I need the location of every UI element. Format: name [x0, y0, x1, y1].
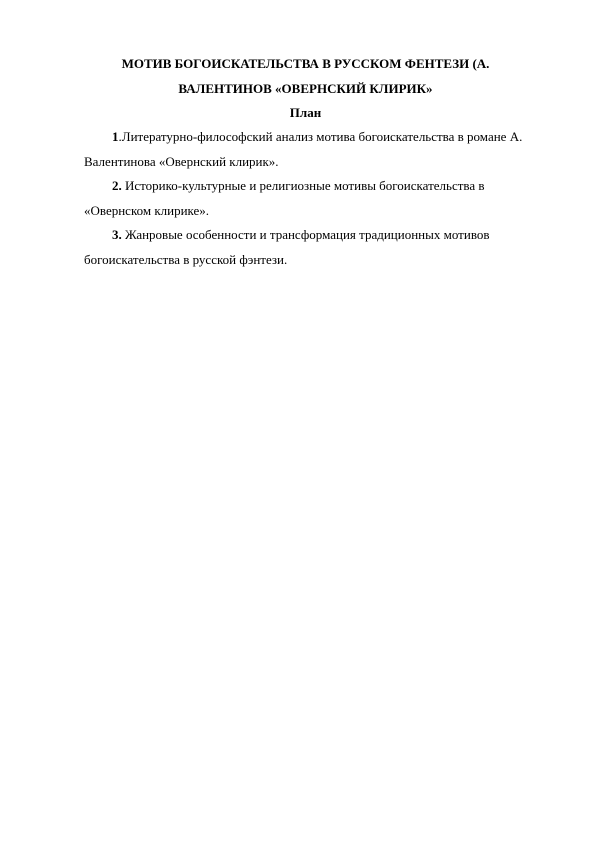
plan-heading: План	[289, 105, 322, 120]
plan-item-number: 2.	[112, 178, 122, 193]
document-title: МОТИВ БОГОИСКАТЕЛЬСТВА В РУССКОМ ФЕНТЕЗИ (А. ВАЛЕНТИНОВ «ОВЕРНСКИЙ КЛИРИК»	[121, 56, 490, 96]
plan-item-2	[84, 174, 527, 223]
plan-item-text: Жанровые особенности и трансформация традиционных мотивов богоискательства в русской фэнтези.	[84, 227, 490, 267]
plan-item-number: 3.	[112, 227, 122, 242]
plan-item-text: Историко-культурные и религиозные мотивы богоискательства в «Овернском клирике».	[84, 178, 485, 218]
document-content	[84, 52, 527, 272]
plan-item-text: .Литературно-философский анализ мотива богоискательства в романе А. Валентинова «Овернский клирик».	[84, 129, 523, 169]
plan-item-3	[84, 223, 527, 272]
plan-item-1	[84, 125, 527, 174]
plan-item-number: 1	[112, 129, 119, 144]
